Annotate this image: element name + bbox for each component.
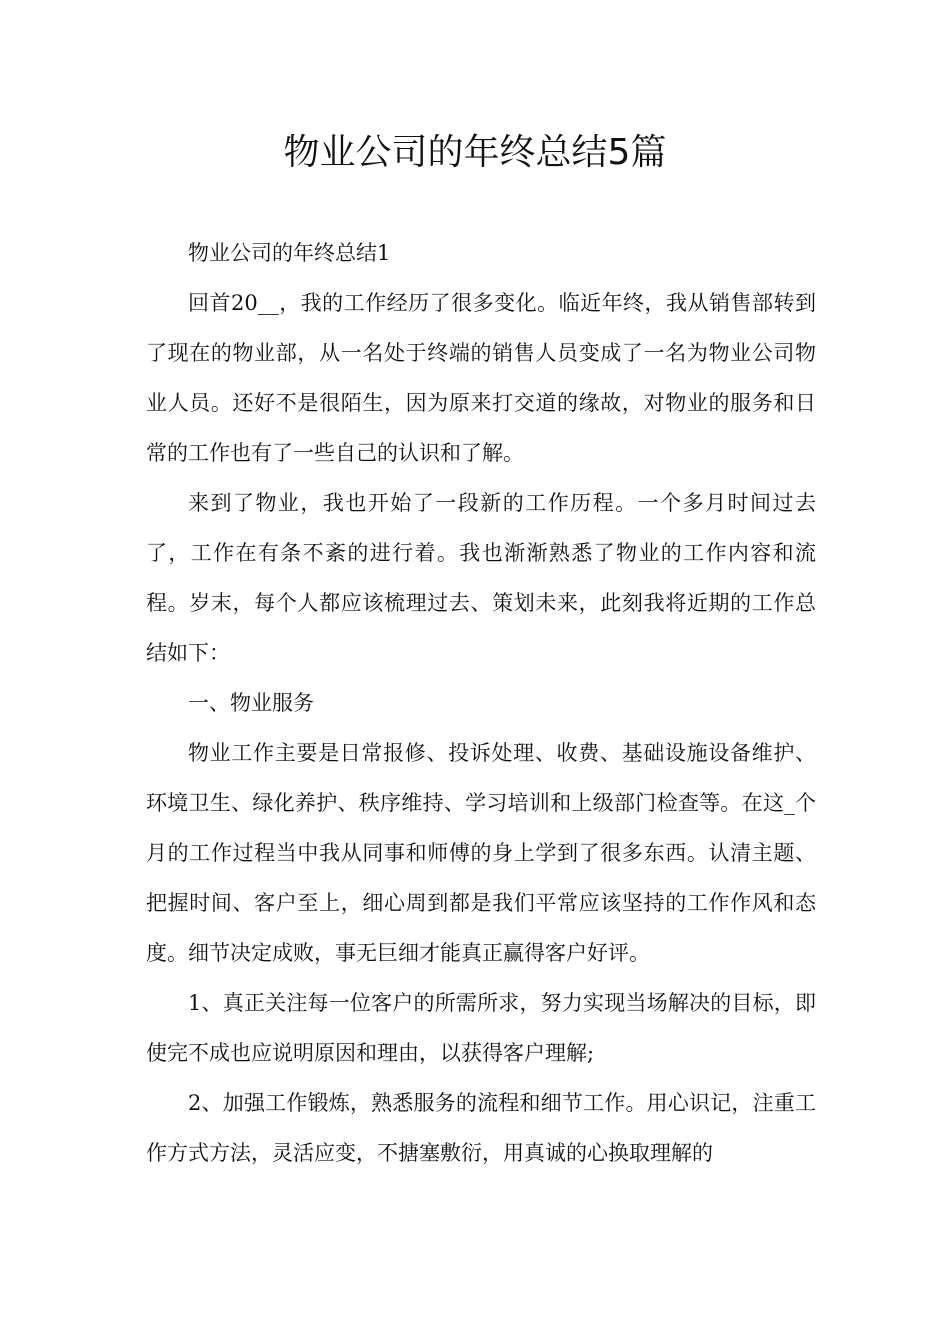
list-item: 2、加强工作锻炼，熟悉服务的流程和细节工作。用心识记，注重工作方式方法，灵活应变，不搪塞敷衍，用真诚的心换取理解的 <box>146 1091 816 1165</box>
list-item: 1、真正关注每一位客户的所需所求，努力实现当场解决的目标，即使完不成也应说明原因和理由，以获得客户理解; <box>146 991 816 1065</box>
document-body <box>146 228 816 1178</box>
paragraph: 来到了物业，我也开始了一段新的工作历程。一个多月时间过去了，工作在有条不紊的进行着。我也渐渐熟悉了物业的工作内容和流程。岁末，每个人都应该梳理过去、策划未来，此刻我将近期的工作总结如下： <box>146 491 816 665</box>
document-title: 物业公司的年终总结5篇 <box>283 132 667 173</box>
paragraph: 回首20__，我的工作经历了很多变化。临近年终，我从销售部转到了现在的物业部，从一名处于终端的销售人员变成了一名为物业公司物业人员。还好不是很陌生，因为原来打交道的缘故，对物业的服务和日常的工作也有了一些自己的认识和了解。 <box>146 291 816 465</box>
paragraph: 物业工作主要是日常报修、投诉处理、收费、基础设施设备维护、环境卫生、绿化养护、秩序维持、学习培训和上级部门检查等。在这_个月的工作过程当中我从同事和师傅的身上学到了很多东西。认清主题、把握时间、客户至上，细心周到都是我们平常应该坚持的工作作风和态度。细节决定成败，事无巨细才能真正赢得客户好评。 <box>146 741 816 965</box>
section-heading: 物业公司的年终总结1 <box>188 241 391 265</box>
subsection-heading: 一、物业服务 <box>188 691 314 715</box>
